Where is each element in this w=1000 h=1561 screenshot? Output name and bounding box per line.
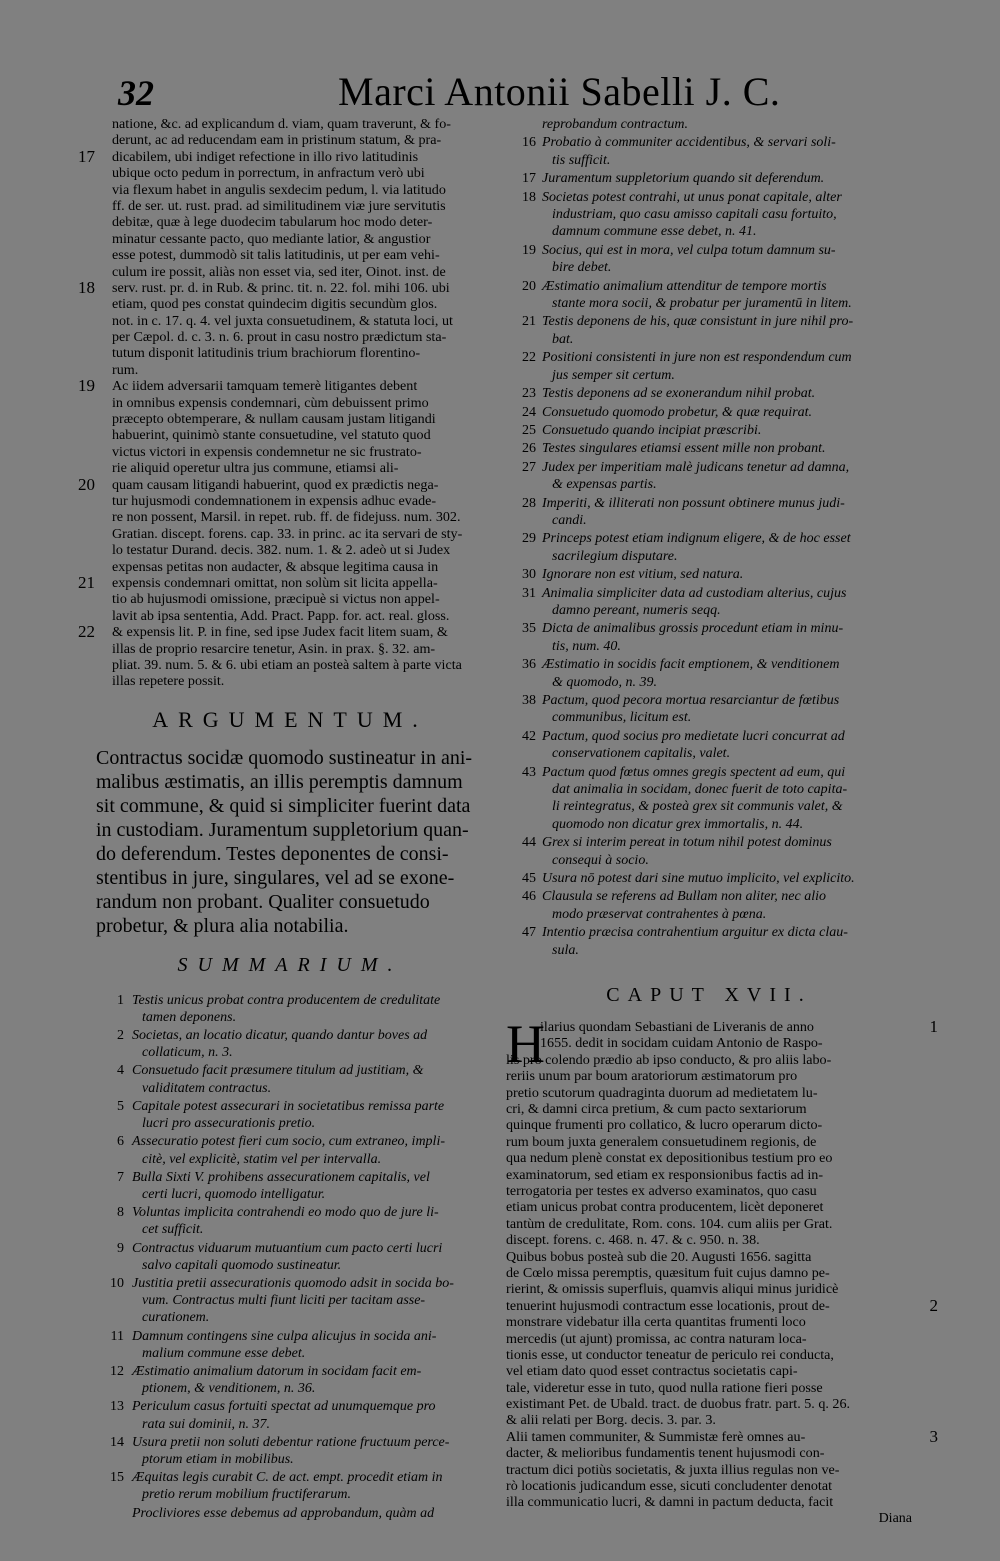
margin-number: 21 [78, 572, 95, 592]
item-line: li reintegratus, & posteà grex sit communis valet, & [552, 799, 843, 815]
text-line: esse potest, dummodò sit talis latitudinis, ut per eam vehi- [112, 247, 440, 264]
item-line: consequi à socio. [552, 852, 649, 868]
item-line: tamen deponens. [142, 1009, 237, 1025]
item-number: 6 [117, 1134, 124, 1150]
caput-line: vel etiam dato quod esset contractus societatis capi- [506, 1363, 798, 1380]
summary-item [86, 1027, 494, 1061]
item-number: 1 [117, 992, 124, 1008]
item-line: validitatem contractus. [142, 1080, 272, 1096]
right-column [506, 116, 938, 1527]
summary-item [86, 992, 494, 1026]
item-line: cet sufficit. [142, 1222, 204, 1238]
margin-number: 17 [78, 146, 95, 166]
caput-title: CAPUT XVII. [606, 984, 812, 1007]
item-line: Societas potest contrahi, ut unus ponat capitale, alter [542, 189, 842, 205]
item-line: pretio rerum mobilium fructiferarum. [142, 1487, 351, 1503]
summary-item [86, 1328, 494, 1362]
caput-line: mercedis (ut ajunt) promissa, ac contra naturam loca- [506, 1330, 807, 1347]
item-line: dat animalia in socidam, donec fuerit de toto capita- [552, 782, 848, 798]
text-line: lo testatur Durand. decis. 382. num. 1. & 2. adeò ut si Judex [112, 542, 451, 559]
text-line: etiam, quod pes constat quindecim digitis secundùm glos. [112, 296, 438, 313]
summarium-continued-list [506, 116, 912, 959]
caput-line: dacter, & melioribus fundamentis tenent hujusmodi con- [506, 1445, 825, 1462]
item-number: 43 [522, 764, 536, 780]
item-line: Usura nō potest dari sine mutuo implicito, vel explicito. [542, 871, 855, 887]
caput-line: tractum dici potiùs societatis, & juxta illius regulas non ve- [506, 1461, 840, 1478]
argumentum-line: probetur, & plura alia notabilia. [96, 914, 349, 937]
item-line: Positioni consistenti in jure non est respondendum cum [542, 350, 852, 366]
item-number: 35 [522, 621, 536, 637]
argumentum-line: randum non probant. Qualiter consuetudo [96, 890, 430, 913]
caput-line: qua nedum plenè constat ex depositionibus testium pro eo [506, 1150, 833, 1167]
caput-line: & alii relati per Borg. decis. 3. par. 3. [506, 1412, 716, 1429]
caput-line: de Cœlo missa peremptis, quæsitum fuit cujus damno pe- [506, 1264, 830, 1281]
item-line: Pactum, quod pecora mortua resarciantur de fœtibus [542, 693, 840, 708]
summary-item [506, 764, 912, 834]
item-line: bat. [552, 331, 574, 347]
item-line: Juramentum suppletorium quando sit deferendum. [542, 171, 825, 187]
caput-line: ilarius quondam Sebastiani de Liveranis de anno 1 [540, 1017, 938, 1037]
item-number: 27 [522, 459, 536, 475]
item-line: Testis deponens ad se exonerandum nihil probat. [542, 386, 816, 402]
item-line: Consuetudo quomodo probetur, & quæ requirat. [542, 404, 813, 420]
summary-item [86, 1363, 494, 1397]
item-line: Usura pretii non soluti debentur ratione fructuum perce- [132, 1434, 450, 1450]
summary-item [506, 422, 912, 439]
text-line: ff. de ser. ut. rust. prad. ad similitudinem viæ jure servitutis [112, 197, 446, 214]
text-line: tur hujusmodi condemnationem in expensis adhuc evade- [112, 492, 437, 509]
item-number: 36 [522, 657, 536, 673]
item-number: 44 [522, 835, 536, 851]
item-number: 28 [522, 495, 536, 511]
item-line: Capitale potest assecurari in societatibus remissa parte [132, 1098, 445, 1114]
summary-item [506, 134, 912, 169]
item-line: Testis deponens de his, quæ consistunt in jure nihil pro- [542, 314, 854, 330]
catchword: Diana [878, 1510, 912, 1526]
caput-line: pretio scutorum quadraginta duorum ad medietatem lu- [506, 1084, 818, 1101]
item-line: modo præservat contrahentes à pœna. [552, 906, 767, 922]
item-line: Probatio à communiter accidentibus, & servari soli- [542, 135, 836, 151]
margin-number: 1 [929, 1017, 938, 1037]
summary-item [506, 834, 912, 869]
item-number: 17 [522, 171, 536, 187]
item-number: 21 [522, 314, 536, 330]
summary-item [86, 1240, 494, 1274]
text-line: culum ire possit, aliàs non esset via, sed iter, Oinot. inst. de [112, 263, 446, 280]
text-line: illas repetere possit. [112, 673, 225, 690]
caput-line: examinatorum, sed etiam ex responsionibus factis ad in- [506, 1166, 824, 1183]
summary-item [86, 1505, 494, 1522]
caput-line: cri, & damni circa pretium, & cum pacto sextariorum [506, 1101, 807, 1118]
caput-line: tale, videretur esse in tuto, quod nulla ratione fieri posse [506, 1379, 823, 1396]
item-line: ptorum etiam in mobilibus. [142, 1451, 294, 1467]
item-line: reprobandum contractum. [542, 117, 688, 132]
item-line: damno pereant, numeris seqq. [552, 602, 721, 618]
caput-line: etiam unicus probat contra producentem, licèt deponeret [506, 1199, 824, 1216]
summary-item [506, 404, 912, 421]
item-line: Æstimatio animalium attenditur de tempore mortis [542, 278, 827, 294]
summary-item [506, 620, 912, 655]
text-line: in omnibus expensis condemnari, cùm debuissent primo [112, 394, 429, 411]
item-line: communibus, licitum est. [552, 710, 692, 726]
item-number: 23 [522, 386, 536, 402]
summary-item [506, 170, 912, 187]
text-line: Ac iidem adversarii tamquam temerè litigantes debent 19 [78, 376, 418, 396]
item-line: Ignorare non est vitium, sed natura. [542, 567, 744, 583]
item-number: 19 [522, 242, 536, 258]
margin-number: 2 [929, 1295, 938, 1315]
item-line: sula. [552, 942, 579, 958]
text-line: natione, &c. ad explicandum d. viam, quam traverunt, & fo- [112, 116, 451, 132]
argumentum-text [86, 746, 494, 938]
item-line: rata sui dominii, n. 37. [142, 1416, 270, 1432]
item-number: 13 [110, 1399, 124, 1415]
caput-line: tantùm de credulitate, Rom. cons. 104. cum aliis per Grat. [506, 1215, 833, 1232]
argumentum-line: sit commune, & quid si simpliciter fuerint data [96, 794, 471, 817]
text-line: & expensis lit. P. in fine, sed ipse Judex facit litem suam, & 22 [78, 622, 448, 642]
caput-line: tionis esse, ut conductor teneatur de periculo rei conducta, [506, 1346, 834, 1363]
item-line: conservationem capitalis, valet. [552, 746, 731, 762]
summary-item [506, 385, 912, 402]
summary-item [506, 530, 912, 565]
item-line: Bulla Sixti V. prohibens assecurationem capitalis, vel [132, 1169, 430, 1185]
summary-item [506, 495, 912, 530]
item-line: Justitia pretii assecurationis quomodo adsit in socida bo- [132, 1275, 454, 1291]
item-line: Clausula se referens ad Bullam non aliter, nec alio [542, 889, 826, 905]
item-line: Testes singulares etiamsi essent mille non probant. [542, 441, 826, 457]
item-number: 20 [522, 278, 536, 294]
item-line: Procliviores esse debemus ad approbandum, quàm ad [132, 1505, 435, 1521]
text-line: derunt, ac ad reducendam eam in pristinum statum, & pra- [112, 132, 442, 149]
item-line: Animalia simpliciter data ad custodiam alterius, cujus [542, 585, 847, 601]
argumentum-line: malibus æstimatis, an illis peremptis damnum [96, 770, 463, 793]
text-line: dicabilem, ubi indiget refectione in illo rivo latitudinis 17 [78, 146, 419, 166]
margin-number: 19 [78, 376, 95, 396]
item-number: 42 [522, 728, 536, 744]
text-line: tutum disponit latitudinis trium brachiorum florentino- [112, 345, 421, 362]
summary-item [506, 656, 912, 691]
caput-body [506, 1014, 938, 1511]
summary-item [506, 349, 912, 384]
item-line: & expensas partis. [552, 477, 657, 493]
summary-item [506, 728, 912, 763]
item-number: 31 [522, 585, 536, 601]
item-number: 38 [522, 693, 536, 708]
item-line: Testis unicus probat contra producentem de credulitate [132, 992, 441, 1008]
argumentum-line: Contractus socidæ quomodo sustineatur in ani- [96, 746, 473, 769]
summary-item [506, 242, 912, 277]
argumentum-line: stentibus in jure, singulares, vel ad se exone- [96, 866, 455, 889]
item-number: 14 [110, 1434, 124, 1450]
summary-item [506, 116, 912, 133]
text-line: quam causam litigandi habuerint, quod ex prædictis nega- 20 [78, 474, 439, 494]
item-number: 30 [522, 567, 536, 583]
item-line: Æstimatio in socidis facit emptionem, & venditionem [542, 657, 840, 673]
item-line: lucri pro assecurationis pretio. [142, 1116, 316, 1132]
caput-line: 1655. dedit in socidam cuidam Antonio de Raspo- [540, 1035, 823, 1052]
margin-number: 3 [929, 1426, 938, 1446]
argumentum-title: ARGUMENTUM. [152, 706, 428, 732]
text-line: præcepto obtemperare, & nullam causam justam litigandi [112, 411, 436, 428]
item-number: 47 [522, 925, 536, 941]
argumentum-line: in custodiam. Juramentum suppletorium quan- [96, 818, 469, 841]
summarium-title: SUMMARIUM. [177, 953, 403, 976]
caput-line: rum boum juxta generalem consuetudinem regionis, de [506, 1133, 817, 1150]
summary-item [86, 1098, 494, 1132]
text-line: not. in c. 17. q. 4. vel juxta consuetudinem, & statuta loci, ut [112, 312, 453, 329]
item-line: vum. Contractus multi fiunt liciti per tacitam asse- [142, 1293, 426, 1309]
summary-item [86, 1275, 494, 1327]
item-number: 15 [110, 1470, 124, 1486]
item-line: tis, num. 40. [552, 638, 621, 654]
item-line: salvo capitali quomodo sustineatur. [142, 1257, 342, 1273]
summary-item [506, 692, 912, 727]
summary-item [86, 1133, 494, 1167]
caput-line: tenuerint hujusmodi contractum esse locationis, prout de- 2 [506, 1295, 938, 1315]
item-line: Æquitas legis curabit C. de act. empt. procedit etiam in [132, 1470, 443, 1486]
summary-item [506, 888, 912, 923]
item-number: 8 [117, 1205, 124, 1221]
item-line: Contractus viduarum mutuantium cum pacto certi lucri [132, 1240, 443, 1256]
summary-item [506, 313, 912, 348]
item-line: Grex si interim pereat in totum nihil potest dominus [542, 835, 832, 851]
item-number: 7 [117, 1169, 124, 1185]
summarium-list [86, 992, 494, 1522]
item-number: 11 [110, 1328, 124, 1344]
item-number: 22 [522, 350, 536, 366]
item-line: industriam, quo casu amisso capitali casu fortuito, [552, 207, 837, 223]
summary-item [86, 1062, 494, 1096]
item-number: 4 [117, 1063, 124, 1079]
item-number: 25 [522, 422, 536, 438]
item-line: Pactum, quod socius pro medietate lucri concurrat ad [542, 728, 845, 744]
caput-line: monstrare videbatur illa certa quantitas frumenti loco [506, 1314, 806, 1331]
caput-line: quinque frumenti pro collatico, & lucro operarum dicto- [506, 1117, 823, 1134]
text-line: expensis condemnari omittat, non solùm sit licita appella- 21 [78, 572, 438, 592]
item-line: Assecuratio potest fieri cum socio, cum extraneo, impli- [132, 1134, 445, 1150]
text-line: habuerint, quinimò stante consuetudine, vel statuto quod [112, 427, 431, 444]
summary-item [506, 870, 912, 887]
text-line: via flexum habet in angulis sexdecim pedum, l. via latitudo [112, 181, 446, 198]
item-line: stante mora socii, & probatur per juramentū in litem. [552, 296, 852, 312]
item-line: malium commune esse debet. [142, 1345, 306, 1361]
text-line: ubique octo pedum in porrectum, in anfractum verò ubi [112, 165, 425, 182]
margin-number: 20 [78, 474, 95, 494]
text-line: pliat. 39. num. 5. & 6. ubi etiam an posteà saltem à parte victa [112, 656, 462, 673]
item-line: quomodo non dicatur grex immortalis, n. 44. [552, 816, 804, 832]
caput-line: Alii tamen communiter, & Summistæ ferè omnes au- 3 [506, 1426, 938, 1446]
item-line: jus semper sit certum. [552, 367, 675, 383]
text-line: re non possent, Marsil. in repet. rub. ff. de fidejuss. num. 302. [112, 509, 461, 526]
item-line: Æstimatio animalium datorum in socidam facit em- [132, 1363, 422, 1379]
item-number: 2 [117, 1028, 124, 1044]
item-line: damnum commune esse debet, n. 41. [552, 224, 757, 240]
item-line: certi lucri, quomodo intelligatur. [142, 1186, 326, 1202]
text-line: victus victori in expensis condemnetur ne sic frustrato- [112, 443, 422, 460]
item-number: 46 [522, 889, 536, 905]
item-line: ptionem, & venditionem, n. 36. [142, 1381, 316, 1397]
text-line: rie aliquid operetur ultra jus commune, etiamsi ali- [112, 460, 399, 477]
item-line: Periculum casus fortuiti spectat ad unumquemque pro [132, 1399, 436, 1415]
summary-item [86, 1434, 494, 1468]
item-number: 24 [522, 404, 536, 420]
summary-item [506, 459, 912, 494]
item-line: Pactum quod fœtus omnes gregis spectent ad eum, qui [542, 764, 846, 780]
page-number: 32 [118, 73, 154, 113]
item-number: 29 [522, 531, 536, 547]
caput-line: illa communicatio lucri, & damni in pactum deducta, facit [506, 1494, 834, 1511]
item-number: 12 [110, 1363, 124, 1379]
item-number: 10 [110, 1275, 124, 1291]
item-line: Damnum contingens sine culpa alicujus in socida ani- [132, 1328, 437, 1344]
summary-item [506, 924, 912, 959]
left-column [78, 116, 494, 1523]
item-number: 16 [522, 135, 536, 151]
margin-number: 22 [78, 622, 95, 642]
item-line: Voluntas implicita contrahendi eo modo quo de jure li- [132, 1205, 439, 1221]
summary-item [86, 1169, 494, 1203]
item-line: Dicta de animalibus grossis procedunt etiam in minu- [542, 621, 844, 637]
item-line: Imperiti, & illiterati non possunt obtinere munus judi- [542, 495, 845, 511]
item-number: 26 [522, 441, 536, 457]
text-line: Gratian. discept. forens. cap. 33. in princ. ac ita servari de sty- [112, 525, 463, 542]
item-number: 18 [522, 189, 536, 205]
summary-item [506, 585, 912, 620]
caput-line: existimant Pet. de Ubald. tract. de duobus fratr. part. 5. q. 26. [506, 1396, 851, 1413]
summary-item [506, 189, 912, 241]
item-line: collaticum, n. 3. [142, 1045, 233, 1061]
item-line: candi. [552, 512, 587, 528]
text-line: serv. rust. pr. d. in Rub. & princ. tit. n. 22. fol. mihi 106. ubi 18 [78, 277, 450, 297]
item-line: bire debet. [552, 260, 612, 276]
item-line: Consuetudo quando incipiat præscribi. [542, 422, 762, 438]
caput-line: terrogatoria per testes ex adverso examinatos, quo casu [506, 1183, 817, 1199]
left-body-text [78, 116, 494, 690]
summary-item [86, 1469, 494, 1503]
text-line: minatur cessante pacto, quo mediante latior, & angustior [112, 230, 431, 247]
item-line: Judex per imperitiam malè judicans tenetur ad damna, [542, 459, 850, 475]
text-line: per Cæpol. d. c. 3. n. 6. prout in casu nostro prædictum sta- [112, 329, 447, 346]
running-head: Marci Antonii Sabelli J. C. [338, 69, 781, 114]
item-line: Princeps potest etiam indignum eligere, & de hoc esset [542, 531, 851, 547]
text-line: illas de proprio resarcire tenetur, Asin. in prax. §. 32. am- [112, 640, 436, 657]
caput-line: rò locationis judicandum esse, sicuti concludenter denotat [506, 1478, 833, 1495]
argumentum-line: do deferendum. Testes deponentes de consi- [96, 842, 449, 865]
item-line: Socius, qui est in mora, vel culpa totum damnum su- [542, 242, 836, 258]
drop-cap: H [506, 1014, 545, 1075]
caput-line: lis pro colendo prædio ab ipso conducto, & pro aliis labo- [506, 1051, 832, 1068]
item-number: 45 [522, 871, 536, 887]
item-line: citè, vel explicitè, statim vel per intervalla. [142, 1151, 382, 1167]
item-line: Societas, an locatio dicatur, quando dantur boves ad [132, 1028, 428, 1044]
item-number: 5 [117, 1098, 124, 1114]
caput-line: reriis unum par boum aratoriorum æstimatorum pro [506, 1068, 798, 1085]
text-line: tio ab hujusmodi omissione, præcipuè si victus non appel- [112, 591, 440, 608]
item-number: 9 [117, 1240, 124, 1256]
summary-item [86, 1398, 494, 1432]
item-line: & quomodo, n. 39. [552, 674, 657, 690]
text-line: rum. [112, 361, 139, 378]
item-line: tis sufficit. [552, 152, 611, 168]
item-line: sacrilegium disputare. [552, 548, 678, 564]
item-line: Intentio præcisa contrahentium arguitur ex dicta clau- [542, 925, 848, 941]
item-line: curationem. [142, 1310, 210, 1326]
caput-line: rierint, & omissis superfluis, quamvis aliqui minus juridicè [506, 1281, 839, 1298]
item-line: Consuetudo facit præsumere titulum ad justitiam, & [132, 1063, 424, 1079]
margin-number: 18 [78, 277, 95, 297]
summary-item [86, 1204, 494, 1238]
text-line: expensas petitas non audacter, & absque legitima causa in [112, 558, 439, 575]
summary-item [506, 278, 912, 313]
summary-item [506, 440, 912, 457]
text-line: debitæ, quæ à lege duodecim tabularum hoc modo deter- [112, 214, 433, 231]
caput-line: discept. forens. c. 468. n. 47. & c. 950. n. 38. [506, 1232, 760, 1249]
text-line: lavit ab ipsa sententia, Add. Pract. Papp. for. act. real. gloss. [112, 607, 450, 624]
caput-line: Quibus bobus posteà sub die 20. Augusti 1656. sagitta [506, 1248, 812, 1265]
summary-item [506, 566, 912, 583]
